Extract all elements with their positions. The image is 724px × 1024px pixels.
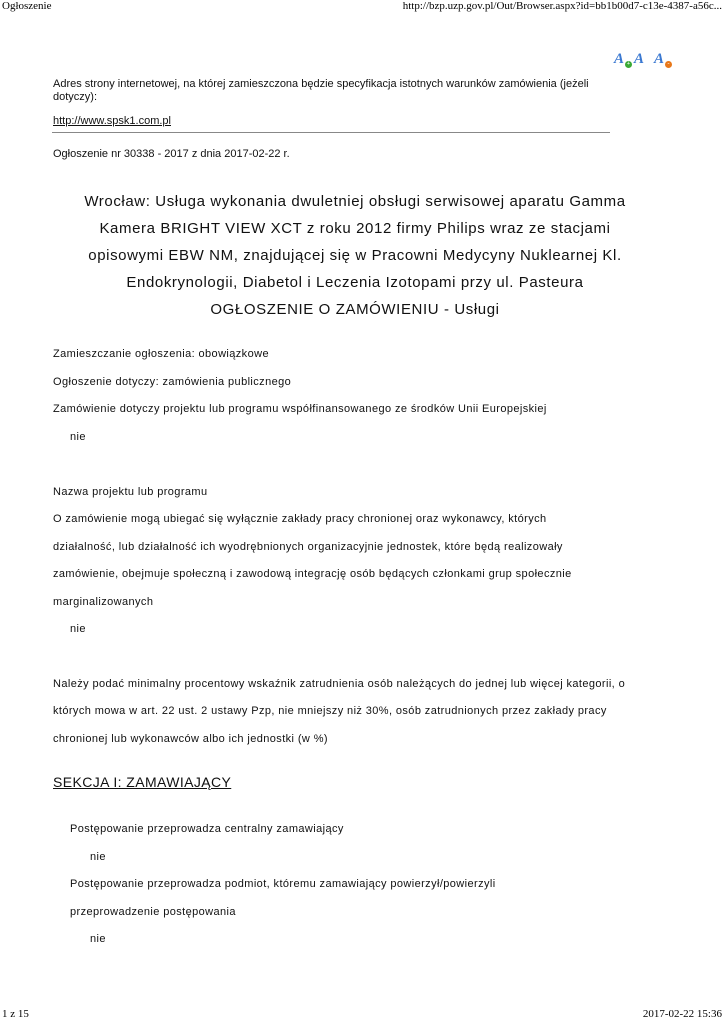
- divider: [52, 132, 610, 133]
- page-url: http://bzp.uzp.gov.pl/Out/Browser.aspx?id=bb1b00d7-c13e-4387-a56c...: [402, 0, 722, 12]
- spec-website-link[interactable]: http://www.spsk1.com.pl: [53, 115, 171, 127]
- font-reset-button[interactable]: [634, 50, 648, 68]
- address-label-line1: Adres strony internetowej, na której zamieszczona będzie specyfikacja istotnych warunków zamówienia (jeżeli: [53, 78, 589, 90]
- project-name-label: Nazwa projektu lub programu: [53, 486, 208, 498]
- sheltered-text-line: O zamówienie mogą ubiegać się wyłącznie zakłady pracy chronionej oraz wykonawcy, których: [53, 513, 547, 525]
- title-line: Wrocław: Usługa wykonania dwuletniej obsługi serwisowej aparatu Gamma: [84, 193, 626, 210]
- notice-number: Ogłoszenie nr 30338 - 2017 z dnia 2017-02-22 r.: [53, 148, 290, 160]
- placement-field: Zamieszczanie ogłoszenia: obowiązkowe: [53, 348, 269, 360]
- entrusted-entity-question-cont: przeprowadzenie postępowania: [70, 906, 236, 918]
- section-heading: SEKCJA I: ZAMAWIAJĄCY: [53, 774, 232, 790]
- font-decrease-icon: A: [654, 51, 665, 67]
- title-line: OGŁOSZENIE O ZAMÓWIENIU - Usługi: [210, 301, 500, 318]
- font-reset-icon: A: [634, 51, 645, 67]
- employment-text-line: Należy podać minimalny procentowy wskaźnik zatrudnienia osób należących do jednej lub więcej kategorii, o: [53, 678, 626, 690]
- sheltered-text-line: zamówienie, obejmuje społeczną i zawodową integrację osób będących członkami grup społecznie: [53, 568, 572, 580]
- title-line: Kamera BRIGHT VIEW XCT z roku 2012 firmy Philips wraz ze stacjami: [99, 220, 611, 237]
- address-label-line2: dotyczy):: [53, 91, 98, 103]
- sheltered-text-line: działalność, lub działalność ich wyodrębnionych organizacyjnie jednostek, które będą realizowały: [53, 541, 563, 553]
- print-datetime: 2017-02-22 15:36: [642, 1008, 722, 1020]
- central-buyer-question: Postępowanie przeprowadza centralny zamawiający: [70, 823, 344, 835]
- sheltered-answer: nie: [70, 623, 86, 635]
- entrusted-entity-answer: nie: [90, 933, 106, 945]
- employment-text-line: których mowa w art. 22 ust. 2 ustawy Pzp, nie mniejszy niż 30%, osób zatrudnionych przez zakłady pracy: [53, 705, 607, 717]
- print-header: [0, 0, 724, 14]
- font-increase-icon: A: [614, 51, 625, 67]
- title-line: opisowymi EBW NM, znajdującej się w Pracowni Medycyny Nuklearnej Kl.: [88, 247, 622, 264]
- entrusted-entity-question: Postępowanie przeprowadza podmiot, któremu zamawiający powierzył/powierzyli: [70, 878, 496, 890]
- print-footer: [0, 1008, 724, 1022]
- eu-funding-question: Zamówienie dotyczy projektu lub programu współfinansowanego ze środków Unii Europejskiej: [53, 403, 547, 415]
- font-size-toolbar: [614, 50, 668, 68]
- title-line: Endokrynologii, Diabetol i Leczenia Izotopami przy ul. Pasteura: [126, 274, 584, 291]
- central-buyer-answer: nie: [90, 851, 106, 863]
- eu-funding-answer: nie: [70, 431, 86, 443]
- page-title: Ogłoszenie: [2, 0, 52, 12]
- page-counter: 1 z 15: [2, 1008, 29, 1020]
- sheltered-text-line: marginalizowanych: [53, 596, 154, 608]
- employment-text-line: chronionej lub wykonawców albo ich jednostki (w %): [53, 733, 328, 745]
- font-decrease-button[interactable]: [654, 50, 668, 68]
- font-increase-button[interactable]: [614, 50, 631, 68]
- minus-icon: -: [665, 61, 672, 68]
- plus-icon: +: [626, 61, 631, 67]
- notice-title: [40, 188, 670, 323]
- notice-concerns-field: Ogłoszenie dotyczy: zamówienia publicznego: [53, 376, 292, 388]
